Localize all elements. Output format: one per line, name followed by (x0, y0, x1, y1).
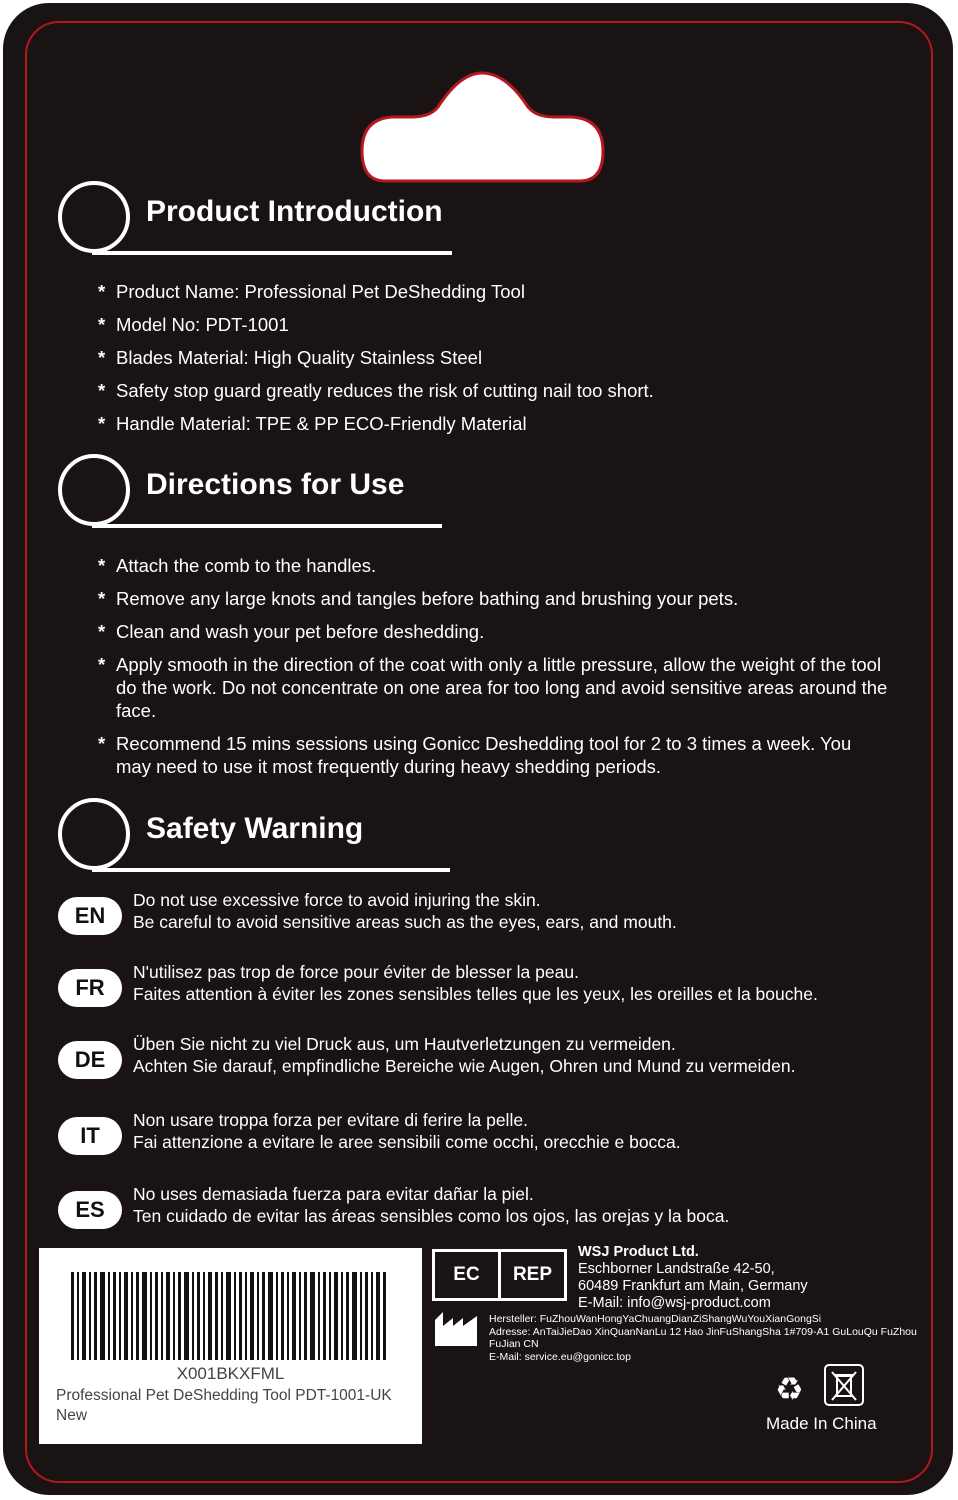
section-title-intro: Product Introduction (146, 195, 443, 228)
language-badge: EN (58, 897, 122, 935)
list-item: * Attach the comb to the handles. (98, 554, 888, 577)
warning-line: Be careful to avoid sensitive areas such as the eyes, ears, and mouth. (133, 912, 677, 932)
manufacturer-line: Hersteller: FuZhouWanHongYaChuangDianZiShangWuYouXianGongSi (489, 1313, 822, 1325)
ec-rep-symbol (432, 1249, 567, 1301)
manufacturer-info (489, 1313, 939, 1363)
condition-label: New (56, 1407, 88, 1424)
email-line: E-Mail: info@wsj-product.com (578, 1295, 771, 1311)
list-item: * Product Name: Professional Pet DeShedding Tool (98, 280, 898, 303)
section-title-safety: Safety Warning (146, 812, 364, 845)
address-line: Eschborner Landstraße 42-50, (578, 1261, 775, 1277)
warning-line: Ten cuidado de evitar las áreas sensibles como los ojos, las orejas y la boca. (133, 1206, 730, 1226)
warning-row-de (58, 1033, 918, 1089)
barcode-number: X001BKXFML (176, 1364, 285, 1383)
list-item: * Blades Material: High Quality Stainless Steel (98, 346, 898, 369)
list-item: * Recommend 15 mins sessions using Gonicc Deshedding tool for 2 to 3 times a week. You may need to use it most frequently during heavy shedding periods. (98, 732, 888, 778)
crossed-bin-icon (824, 1364, 864, 1406)
section-heading-directions (58, 454, 458, 534)
factory-icon (433, 1310, 479, 1348)
address-line: 60489 Frankfurt am Main, Germany (578, 1278, 808, 1294)
manufacturer-line: Adresse: AnTaiJieDao XinQuanNanLu 12 Hao JinFuShangSha 1#709-A1 GuLouQu FuZhou (489, 1325, 917, 1338)
list-item: * Remove any large knots and tangles before bathing and brushing your pets. (98, 587, 888, 610)
warning-text (133, 961, 818, 1005)
warning-line: Faites attention à éviter les zones sensibles telles que les yeux, les oreilles et la bouche. (133, 984, 818, 1004)
list-item: * Clean and wash your pet before deshedding. (98, 620, 888, 643)
list-item: * Model No: PDT-1001 (98, 313, 898, 336)
warning-text (133, 1109, 681, 1153)
description-line: Professional Pet DeShedding Tool PDT-1001-UK (56, 1387, 392, 1404)
barcode-label (39, 1248, 422, 1444)
ec-label: EC (453, 1264, 480, 1285)
circle-ornament-icon (58, 454, 130, 526)
section-heading-intro (58, 181, 458, 261)
circle-ornament-icon (58, 181, 130, 253)
heading-underline (92, 251, 452, 255)
list-item: * Handle Material: TPE & PP ECO-Friendly Material (98, 412, 898, 435)
warning-line: N'utilisez pas trop de force pour éviter de blesser la peau. (133, 962, 579, 982)
heading-underline (92, 524, 442, 528)
language-badge: FR (58, 969, 122, 1007)
warning-line: Üben Sie nicht zu viel Druck aus, um Hautverletzungen zu vermeiden. (133, 1034, 676, 1054)
section-heading-safety (58, 798, 458, 878)
warning-text (133, 1033, 795, 1077)
made-in-label: Made In China (766, 1414, 877, 1433)
warning-line: Fai attenzione a evitare le aree sensibili come occhi, orecchie e bocca. (133, 1132, 681, 1152)
hang-hole (360, 71, 605, 186)
rep-label: REP (512, 1264, 553, 1285)
warning-row-fr (58, 961, 918, 1017)
recycle-icon: ♻ (775, 1371, 804, 1407)
warning-row-es (58, 1183, 918, 1239)
language-badge: IT (58, 1117, 122, 1155)
warning-row-en (58, 889, 918, 945)
warning-line: No uses demasiada fuerza para evitar dañar la piel. (133, 1184, 534, 1204)
company-name: WSJ Product Ltd. (578, 1244, 699, 1260)
list-item: * Apply smooth in the direction of the coat with only a little pressure, allow the weight of the tool do the work. Do not concentrate on one area for too long and avoid sensitive areas around the face. (98, 653, 888, 722)
warning-row-it (58, 1109, 918, 1165)
warning-line: Do not use excessive force to avoid injuring the skin. (133, 890, 541, 910)
intro-list (98, 280, 898, 435)
warning-text (133, 1183, 729, 1227)
manufacturer-line: E-Mail: service.eu@gonicc.top (489, 1350, 631, 1363)
barcode-icon (71, 1272, 391, 1360)
section-title-directions: Directions for Use (146, 468, 405, 501)
circle-ornament-icon (58, 798, 130, 870)
warning-line: Non usare troppa forza per evitare di ferire la pelle. (133, 1110, 528, 1130)
warning-line: Achten Sie darauf, empfindliche Bereiche wie Augen, Ohren und Mund zu vermeiden. (133, 1056, 796, 1076)
language-badge: DE (58, 1041, 122, 1079)
language-badge: ES (58, 1191, 122, 1229)
directions-list (98, 554, 888, 778)
heading-underline (92, 868, 450, 872)
product-description (56, 1386, 392, 1426)
warning-text (133, 889, 677, 933)
manufacturer-line: FuJian CN (489, 1338, 539, 1350)
ec-representative-info (578, 1244, 808, 1312)
list-item: * Safety stop guard greatly reduces the risk of cutting nail too short. (98, 379, 898, 402)
